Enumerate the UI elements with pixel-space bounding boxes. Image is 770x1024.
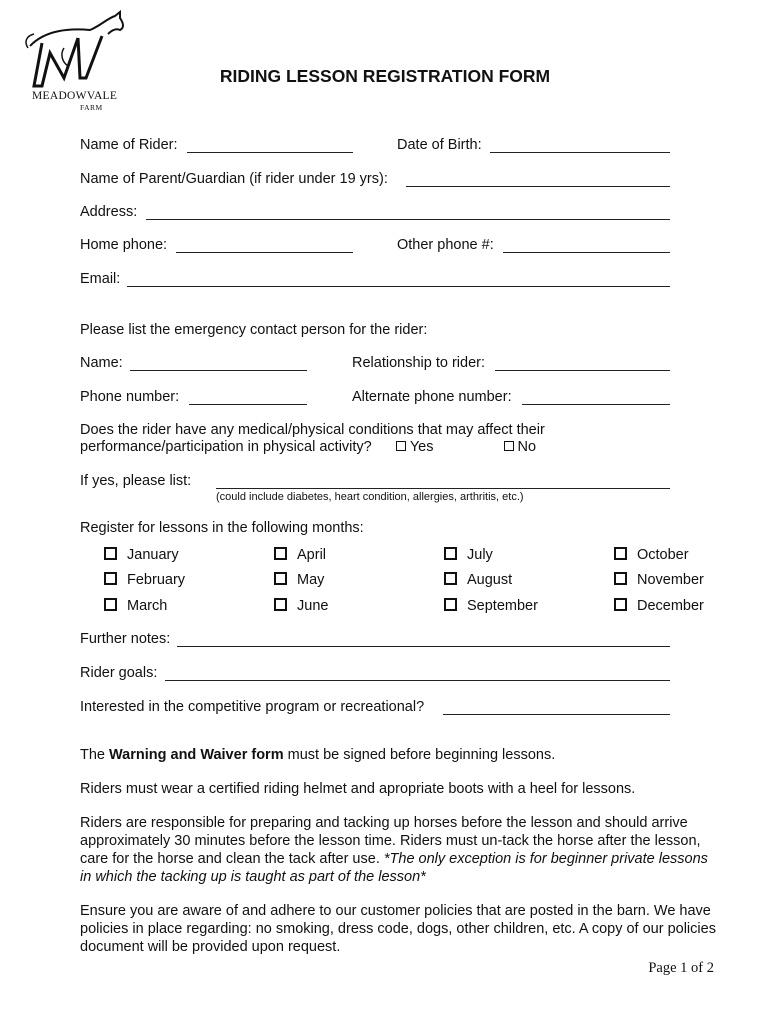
page-title: RIDING LESSON REGISTRATION FORM — [219, 66, 551, 86]
conditions-field[interactable] — [216, 488, 670, 489]
checkbox-icon[interactable] — [444, 572, 457, 585]
home-phone-field[interactable] — [176, 252, 353, 253]
checkbox-icon[interactable] — [614, 598, 627, 611]
month-september[interactable]: September — [444, 598, 538, 614]
address-label: Address: — [80, 204, 138, 220]
lessons-intro: Register for lessons in the following months: — [80, 520, 364, 536]
checkbox-icon[interactable] — [614, 547, 627, 560]
month-october[interactable]: October — [614, 547, 689, 563]
checkbox-icon[interactable] — [104, 572, 117, 585]
logo-subname: FARM — [80, 103, 103, 112]
medical-question-row — [80, 439, 536, 455]
month-february[interactable]: February — [104, 572, 185, 588]
parent-label: Name of Parent/Guardian (if rider under 19 yrs): — [80, 171, 388, 187]
yes-checkbox[interactable] — [396, 441, 406, 451]
alt-phone-label: Alternate phone number: — [352, 389, 512, 405]
rider-name-label: Name of Rider: — [80, 137, 178, 153]
notes-field[interactable] — [177, 646, 670, 647]
dob-field[interactable] — [490, 152, 670, 153]
month-june[interactable]: June — [274, 598, 328, 614]
yes-label: Yes — [409, 439, 434, 455]
medical-question-2: performance/participation in physical activity? — [80, 439, 372, 455]
relationship-field[interactable] — [495, 370, 670, 371]
helmet-note: Riders must wear a certified riding helmet and apropriate boots with a heel for lessons. — [80, 781, 636, 797]
no-label: No — [517, 439, 537, 455]
policies-note: Ensure you are aware of and adhere to our customer policies that are posted in the barn. We have policies in place regarding: no smoking, dress code, dogs, other children, etc. A copy of our policies document will be provided upon request. — [80, 903, 716, 955]
rider-name-field[interactable] — [187, 152, 353, 153]
checkbox-icon[interactable] — [104, 598, 117, 611]
emergency-intro: Please list the emergency contact person for the rider: — [80, 322, 428, 338]
farm-logo — [20, 8, 130, 112]
other-phone-label: Other phone #: — [397, 237, 494, 253]
month-august[interactable]: August — [444, 572, 512, 588]
program-field[interactable] — [443, 714, 670, 715]
waiver-note: The Warning and Waiver form must be signed before beginning lessons. — [80, 747, 556, 763]
conditions-hint: (could include diabetes, heart condition, allergies, arthritis, etc.) — [216, 491, 524, 503]
emergency-name-field[interactable] — [130, 370, 307, 371]
tack-note: Riders are responsible for preparing and tacking up horses before the lesson and should arrive approximately 30 minutes before the lesson time. Riders must un-tack the horse after the lesson, care for the horse and clean the tack after use. *The only exception is for beginner private lessons in which the tacking up is taught as part of the lesson* — [80, 815, 708, 885]
goals-label: Rider goals: — [80, 665, 158, 681]
checkbox-icon[interactable] — [274, 598, 287, 611]
other-phone-field[interactable] — [503, 252, 670, 253]
month-january[interactable]: January — [104, 547, 179, 563]
checkbox-icon[interactable] — [104, 547, 117, 560]
email-field[interactable] — [127, 286, 670, 287]
email-label: Email: — [80, 271, 121, 287]
no-checkbox[interactable] — [504, 441, 514, 451]
waiver-form-name: Warning and Waiver form — [109, 747, 284, 763]
medical-question-1: Does the rider have any medical/physical conditions that may affect their — [80, 422, 545, 438]
checkbox-icon[interactable] — [614, 572, 627, 585]
month-march[interactable]: March — [104, 598, 167, 614]
emergency-phone-field[interactable] — [189, 404, 307, 405]
month-december[interactable]: December — [614, 598, 704, 614]
home-phone-label: Home phone: — [80, 237, 168, 253]
emergency-name-label: Name: — [80, 355, 123, 371]
tack-exception: *The only exception is for beginner private lessons in which the tacking up is taught as part of the lesson* — [80, 851, 708, 885]
month-november[interactable]: November — [614, 572, 704, 588]
logo-name: MEADOWVALE — [32, 90, 118, 102]
dob-label: Date of Birth: — [397, 137, 482, 153]
relationship-label: Relationship to rider: — [352, 355, 485, 371]
checkbox-icon[interactable] — [274, 572, 287, 585]
page-number: Page 1 of 2 — [648, 960, 714, 976]
month-may[interactable]: May — [274, 572, 324, 588]
list-label: If yes, please list: — [80, 473, 192, 489]
checkbox-icon[interactable] — [444, 598, 457, 611]
program-label: Interested in the competitive program or recreational? — [80, 699, 425, 715]
emergency-phone-label: Phone number: — [80, 389, 180, 405]
alt-phone-field[interactable] — [522, 404, 670, 405]
month-april[interactable]: April — [274, 547, 326, 563]
checkbox-icon[interactable] — [444, 547, 457, 560]
address-field[interactable] — [146, 219, 670, 220]
goals-field[interactable] — [165, 680, 670, 681]
notes-label: Further notes: — [80, 631, 171, 647]
parent-field[interactable] — [406, 186, 670, 187]
month-july[interactable]: July — [444, 547, 493, 563]
checkbox-icon[interactable] — [274, 547, 287, 560]
